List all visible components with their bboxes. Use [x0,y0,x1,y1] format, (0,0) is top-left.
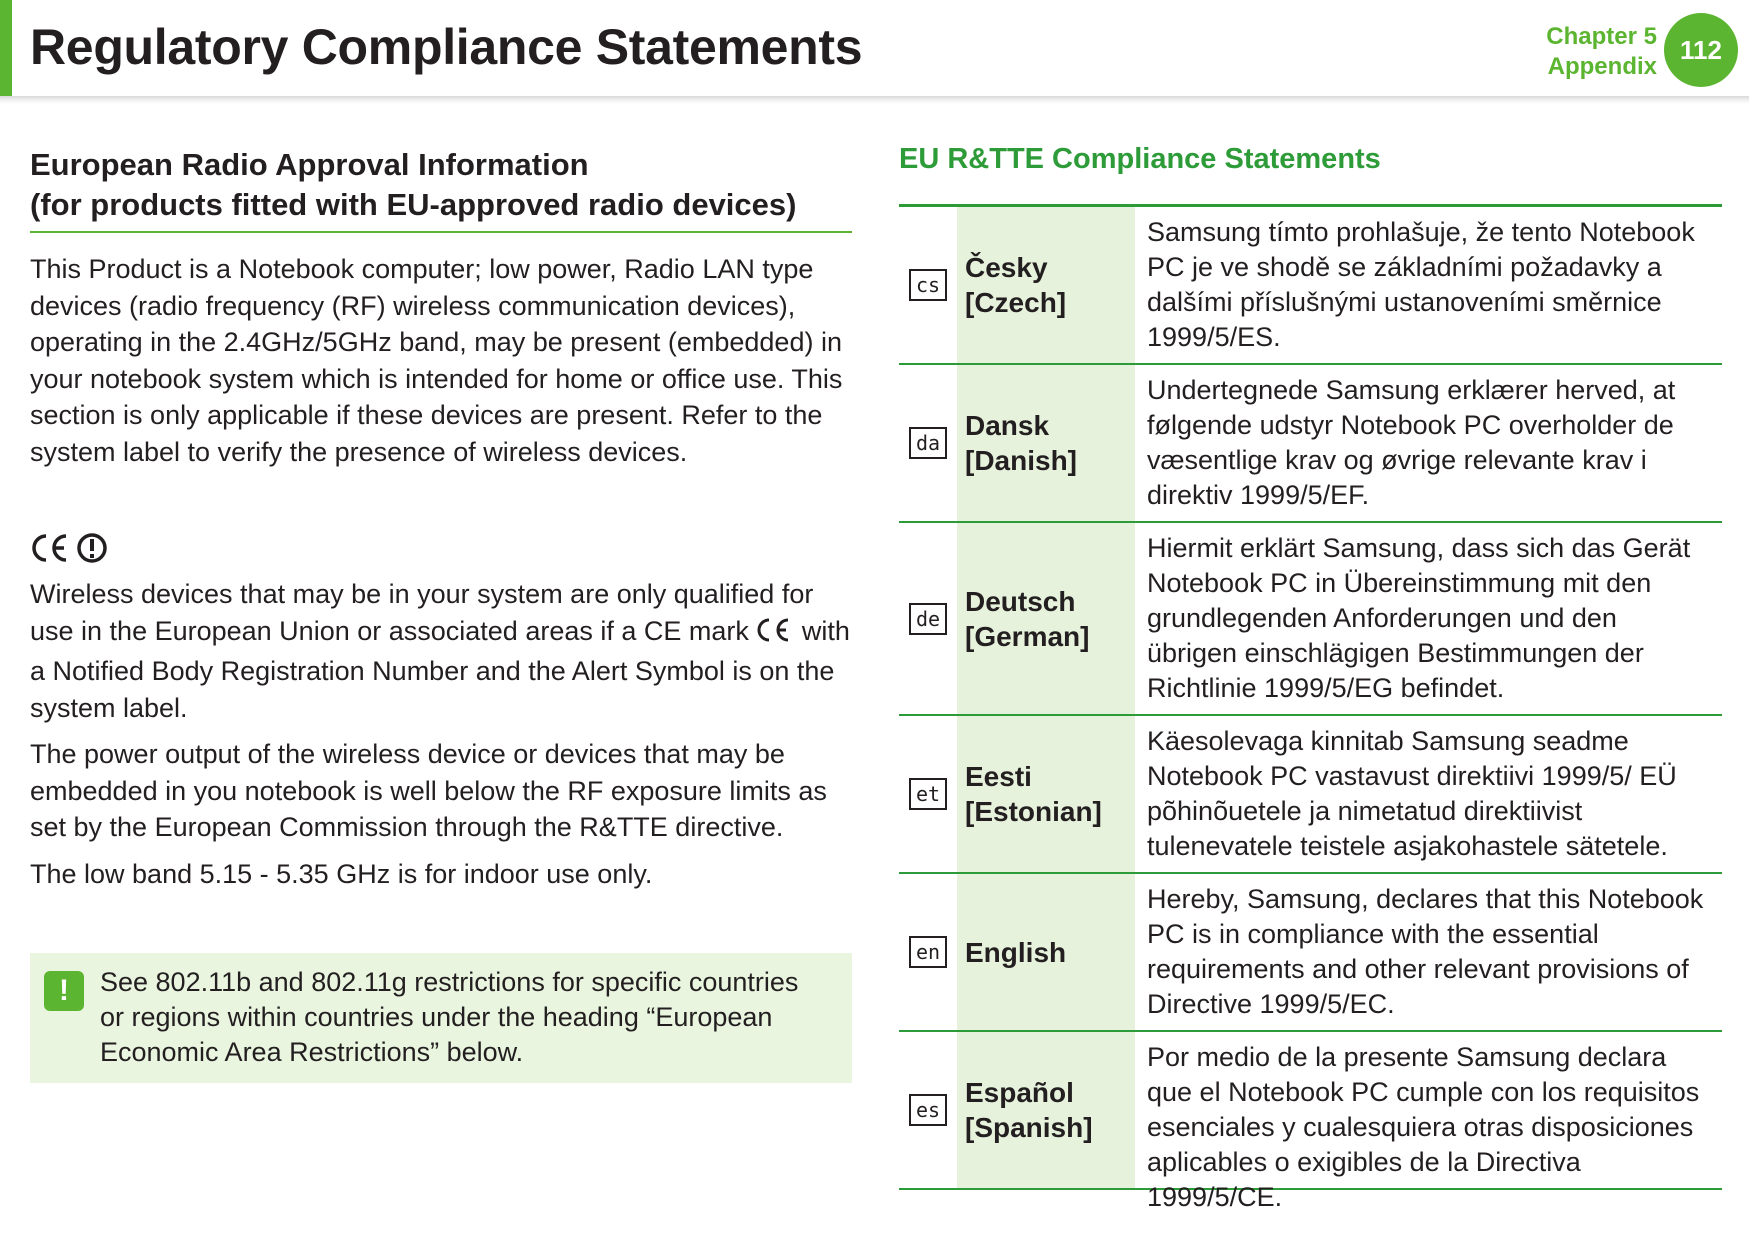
language-name: Español [Spanish] [957,1032,1135,1188]
intro-paragraph: This Product is a Notebook computer; low power, Radio LAN type devices (radio frequency (RF) wireless communication devices), operating in the 2.4GHz/5GHz band, may be present (embedded) in your notebook system which is intended for home or office use. This section is only applicable if these devices are present. Refer to the system label to verify the presence of wireless devices. [30,254,843,467]
section-heading [30,145,852,225]
left-column [30,145,852,892]
statement-text: Hereby, Samsung, declares that this Notebook PC is in compliance with the essential requirements and other relevant provisions of Directive 1999/5/EC. [1147,884,1704,1019]
chapter-label [1546,22,1657,82]
statement-text: Hiermit erklärt Samsung, dass sich das Gerät Notebook PC in Übereinstimmung mit den grundlegenden Anforderungen und den übrigen einschlägigen Bestimmungen der Richtlinie 1999/5/EG befindet. [1147,533,1691,703]
section-heading-line1: European Radio Approval Information [30,147,589,182]
ce-alert-symbols [30,528,852,568]
language-flag-icon: da [909,427,947,459]
table-row [899,1032,1722,1212]
statement-text: Undertegnede Samsung erklærer herved, at følgende udstyr Notebook PC overholder de væsentlige krav og øvrige relevante krav i direktiv 1999/5/EF. [1147,375,1676,510]
header-divider [0,96,1749,104]
language-name: Dansk [Danish] [957,365,1135,521]
section-heading-line2: (for products fitted with EU-approved radio devices) [30,187,797,222]
statement-text: Samsung tímto prohlašuje, že tento Notebook PC je ve shodě se základními požadavky a dalšími příslušnými ustanoveními směrnice 1999/5/ES. [1147,217,1695,352]
language-name: English [957,874,1135,1030]
language-flag-icon: en [909,936,947,968]
chapter-name: Chapter 5 [1546,23,1657,50]
note-box [30,953,852,1083]
language-name: Česky [Czech] [957,207,1135,363]
language-flag-icon: cs [909,269,947,301]
ce-inline-icon [756,616,794,654]
section-divider [30,231,852,233]
low-band-paragraph: The low band 5.15 - 5.35 GHz is for indoor use only. [30,858,653,889]
compliance-heading: EU R&TTE Compliance Statements [899,143,1381,175]
language-flag-icon: de [909,603,947,635]
ce-paragraph [30,576,852,726]
ce-paragraph-part1: Wireless devices that may be in your system are only qualified for use in the European Union or associated areas if a CE mark [30,579,814,646]
page-number-badge: 112 [1664,13,1738,87]
table-row [899,523,1722,716]
language-flag-icon: es [909,1094,947,1126]
power-output-paragraph: The power output of the wireless device or devices that may be embedded in you notebook is well below the RF exposure limits as set by the European Commission through the R&TTE directive. [30,739,827,842]
language-name: Eesti [Estonian] [957,716,1135,872]
table-row [899,874,1722,1032]
chapter-section: Appendix [1547,53,1657,80]
ce-mark-alert-icon [30,528,110,568]
language-flag-icon: et [909,778,947,810]
language-name: Deutsch [German] [957,523,1135,714]
table-row [899,207,1722,365]
statement-text: Käesolevaga kinnitab Samsung seadme Notebook PC vastavust direktiivi 1999/5/ EÜ põhinõuetele ja nimetatud direktiivist tulenevatele teistele asjakohastele sätetele. [1147,726,1677,861]
page-title: Regulatory Compliance Statements [30,19,863,75]
statement-text: Por medio de la presente Samsung declara que el Notebook PC cumple con los requisitos esenciales y cualesquiera otras disposiciones aplicables o exigibles de la Directiva 1999/5/CE. [1147,1042,1700,1212]
compliance-table [899,204,1722,1212]
ce-paragraph-part2: with a Notified Body Registration Number and the Alert Symbol is on the system label. [30,615,850,723]
note-text: See 802.11b and 802.11g restrictions for specific countries or regions within countries under the heading “European Economic Area Restrictions” below. [100,967,799,1067]
header-accent-bar [0,0,12,96]
exclamation-icon: ! [44,971,84,1011]
table-row [899,365,1722,523]
table-row [899,716,1722,874]
